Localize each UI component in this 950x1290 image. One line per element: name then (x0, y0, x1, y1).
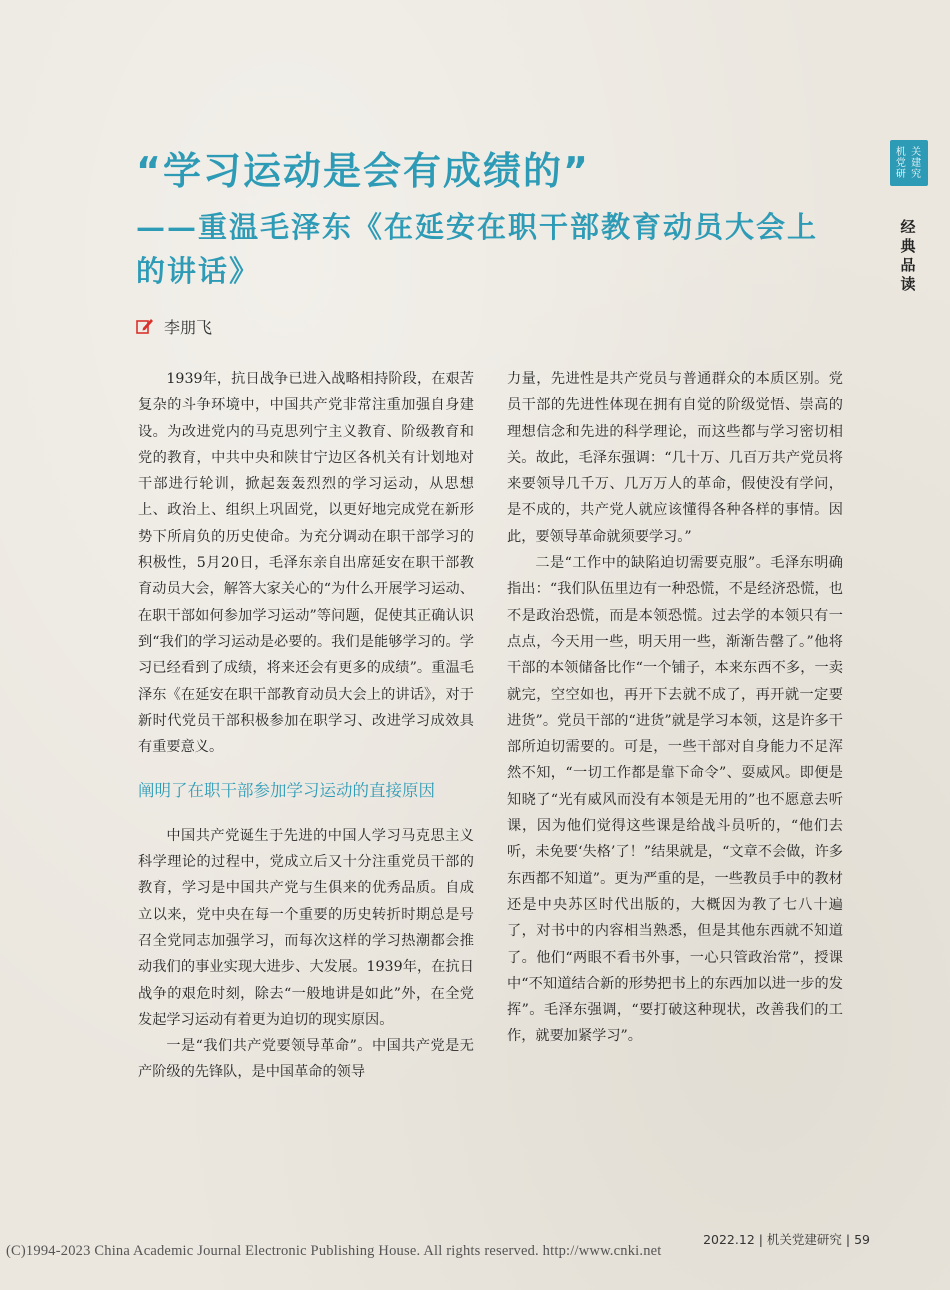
body-paragraph: 力量，先进性是共产党员与普通群众的本质区别。党员干部的先进性体现在拥有自觉的阶级觉悟、崇高的理想信念和先进的科学理论，而这些都与学习密切相关。故此，毛泽东强调：“几十万、几百万共产党员将来要领导几千万、几万万人的革命，假使没有学问，是不成的，共产党人就应该懂得各种各样的事情。因此，要领导革命就须要学习。” (507, 371, 843, 545)
pen-icon (136, 317, 154, 335)
copyright-notice: (C)1994-2023 China Academic Journal Electronic Publishing House. All rights reserved. http://www.cnki.net (6, 1243, 662, 1259)
brand-logo-line-3: 研 究 (895, 168, 923, 180)
brand-logo-line-1: 机 关 (895, 146, 923, 158)
article-title: “学习运动是会有成绩的” (136, 149, 590, 193)
brand-logo (890, 140, 928, 186)
right-column (507, 366, 843, 1050)
section-heading: 阐明了在职干部参加学习运动的直接原因 (138, 781, 435, 801)
intro-paragraph: 1939年，抗日战争已进入战略相持阶段，在艰苦复杂的斗争环境中，中国共产党非常注重加强自身建设。为改进党内的马克思列宁主义教育、阶级教育和党的教育，中共中央和陕甘宁边区各机关有计划地对干部进行轮训，掀起轰轰烈烈的学习运动，从思想上、政治上、组织上巩固党，以更好地完成党在新形势下所肩负的历史使命。为充分调动在职干部学习的积极性，5月20日，毛泽东亲自出席延安在职干部教育动员大会，解答大家关心的“为什么开展学习运动、在职干部如何参加学习运动”等问题，促使其正确认识到“我们的学习运动是必要的。我们是能够学习的。学习已经看到了成绩，将来还会有更多的成绩”。重温毛泽东《在延安在职干部教育动员大会上的讲话》，对于新时代党员干部积极参加在职学习、改进学习成效具有重要意义。 (138, 371, 474, 756)
body-paragraph: 一是“我们共产党要领导革命”。中国共产党是无产阶级的先锋队，是中国革命的领导 (138, 1038, 474, 1081)
author-line (136, 314, 212, 338)
body-paragraph: 中国共产党诞生于先进的中国人学习马克思主义科学理论的过程中，党成立后又十分注重党员干部的教育，学习是中国共产党与生俱来的优秀品质。自成立以来，党中央在每一个重要的历史转折时期总是号召全党同志加强学习，而每次这样的学习热潮都会推动我们的事业实现大进步、大发展。1939年，在抗日战争的艰危时刻，除去“一般地讲是如此”外，在全党发起学习运动有着更为迫切的现实原因。 (138, 827, 474, 1028)
left-column (138, 366, 474, 1086)
article-subtitle: ——重温毛泽东《在延安在职干部教育动员大会上的讲话》 (136, 210, 819, 288)
issue-info: 2022.12 | 机关党建研究 | 59 (703, 1232, 870, 1247)
author-name: 李朋飞 (164, 317, 213, 337)
section-label: 经典品读 (900, 218, 916, 293)
brand-logo-line-2: 党 建 (895, 157, 923, 169)
body-paragraph: 二是“工作中的缺陷迫切需要克服”。毛泽东明确指出：“我们队伍里边有一种恐慌，不是经济恐慌，也不是政治恐慌，而是本领恐慌。过去学的本领只有一点点，今天用一些，明天用一些，渐渐告罄了。”他将干部的本领储备比作“一个铺子，本来东西不多，一卖就完，空空如也，再开下去就不成了，再开就一定要进货”。党员干部的“进货”就是学习本领，这是许多干部所迫切需要的。可是，一些干部对自身能力不足浑然不知，“一切工作都是靠下命令”、耍威风。即便是知晓了“光有威风而没有本领是无用的”也不愿意去听课，因为他们觉得这些课是给战斗员听的，“他们去听，未免要‘失格’了！”结果就是，“文章不会做，许多东西都不知道”。更为严重的是，一些教员手中的教材还是中央苏区时代出版的，大概因为教了七八十遍了，对书中的内容相当熟悉，但是其他东西就不知道了。他们“两眼不看书外事，一心只管政治常”，授课中“不知道结合新的形势把书上的东西加以进一步的发挥”。毛泽东强调，“要打破这种现状，改善我们的工作，就要加紧学习”。 (507, 555, 843, 1045)
